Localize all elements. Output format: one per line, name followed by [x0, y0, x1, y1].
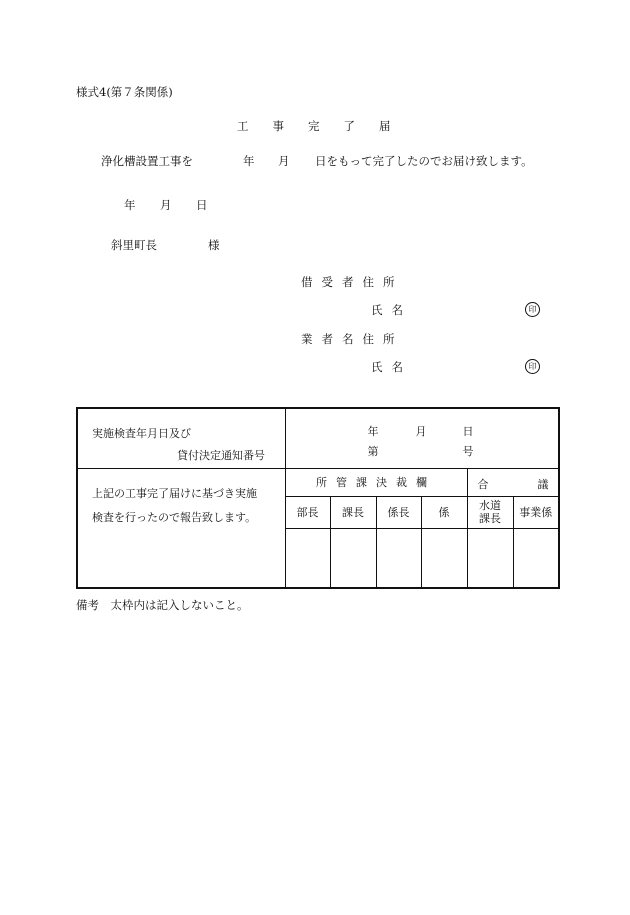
inspection-label-line2: 貸付決定通知番号	[177, 449, 265, 462]
inspection-value-cell	[285, 408, 559, 468]
role-bucho: 部長	[285, 496, 330, 528]
role-kakari: 係	[421, 496, 467, 528]
role-business-staff: 事業係	[513, 496, 559, 528]
contractor-address-label: 業者名住所	[301, 332, 404, 346]
report-text-line2: 検査を行ったので報告致します。	[92, 510, 257, 524]
addressee-honorific: 様	[208, 238, 220, 252]
seal-mark: 印	[525, 359, 540, 374]
page-title	[237, 118, 391, 134]
title-char: 事	[272, 119, 284, 133]
report-text-line1: 上記の工事完了届けに基づき実施	[92, 486, 257, 500]
applicant-name-label: 氏名	[371, 303, 412, 317]
body-prefix: 浄化槽設置工事を	[101, 154, 193, 168]
seal-box[interactable]	[421, 528, 467, 588]
consult-header	[467, 468, 559, 496]
addressee-name: 斜里町長	[111, 238, 157, 252]
date-day: 日	[196, 198, 208, 212]
inspection-year: 年	[367, 425, 379, 438]
seal-box[interactable]	[376, 528, 421, 588]
report-cell	[77, 468, 285, 588]
role-water-line2: 課長	[479, 512, 501, 525]
date-year: 年	[124, 198, 136, 212]
seal-box[interactable]	[513, 528, 559, 588]
note: 備考 太枠内は記入しないこと。	[76, 598, 249, 612]
role-kakaricho: 係長	[376, 496, 421, 528]
consult-header-char1: 合	[477, 477, 489, 491]
title-char: 完	[308, 119, 320, 133]
inspection-month: 月	[415, 425, 427, 438]
body-year: 年	[243, 154, 255, 168]
form-number: 様式4(第７条関係)	[76, 85, 173, 99]
approval-header: 所管課決裁欄	[285, 468, 467, 496]
number-suffix: 号	[462, 445, 474, 458]
inspection-day: 日	[462, 425, 474, 438]
title-char: 届	[379, 119, 391, 133]
role-water-line1: 水道	[479, 499, 501, 512]
inspection-label-cell	[77, 408, 285, 468]
seal-box[interactable]	[285, 528, 330, 588]
official-use-box	[76, 407, 560, 589]
inspection-label-line1: 実施検査年月日及び	[92, 427, 191, 440]
role-water-section-chief	[467, 496, 513, 528]
role-kacho: 課長	[330, 496, 376, 528]
body-month: 月	[278, 154, 290, 168]
title-char: 了	[343, 119, 355, 133]
title-char: 工	[237, 119, 249, 133]
applicant-address-label: 借受者住所	[301, 275, 404, 289]
consult-header-char2: 議	[537, 477, 549, 491]
contractor-name-label: 氏名	[371, 360, 412, 374]
seal-mark: 印	[525, 302, 540, 317]
number-prefix: 第	[367, 445, 379, 458]
seal-box[interactable]	[467, 528, 513, 588]
seal-box[interactable]	[330, 528, 376, 588]
date-month: 月	[160, 198, 172, 212]
body-suffix: 日をもって完了したのでお届け致します。	[315, 154, 533, 168]
